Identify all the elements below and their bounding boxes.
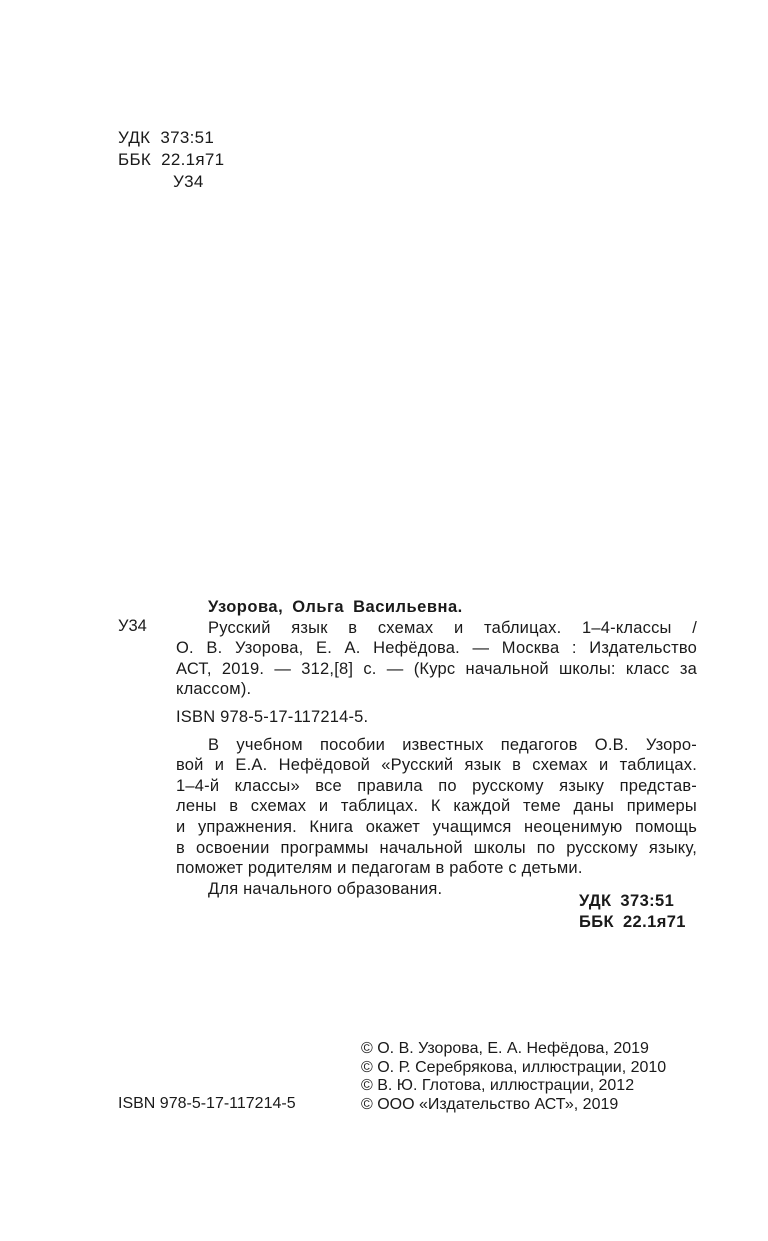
isbn-line: ISBN 978-5-17-117214-5. <box>176 707 369 726</box>
classification-codes <box>579 891 686 933</box>
annotation-line: 1–4-й классы» все правила по русскому языку представ- <box>176 776 697 795</box>
copyright-block <box>361 1040 666 1115</box>
udk-code-bold: УДК 373:51 <box>579 892 675 910</box>
bibliographic-record <box>176 597 697 899</box>
author-mark: У34 <box>173 172 204 191</box>
bbk-code: ББК 22.1я71 <box>118 150 225 169</box>
annotation-line: В учебном пособии известных педагогов О.В. Узоро- <box>208 735 697 754</box>
annotation-line: лены в схемах и таблицах. К каждой теме даны примеры <box>176 797 697 816</box>
description-line: классом). <box>176 680 252 699</box>
description-line: Русский язык в схемах и таблицах. 1–4-классы / <box>208 618 697 637</box>
copyright-line: © В. Ю. Глотова, иллюстрации, 2012 <box>361 1077 635 1095</box>
audience-line: Для начального образования. <box>208 879 443 898</box>
description <box>176 618 697 700</box>
description-line: АСТ, 2019. — 312,[8] с. — (Курс начальной школы: класс за <box>176 659 697 678</box>
bbk-code-bold: ББК 22.1я71 <box>579 913 686 931</box>
copyright-line: © О. Р. Серебрякова, иллюстрации, 2010 <box>361 1058 667 1076</box>
top-classification-block <box>118 127 224 193</box>
copyright-line: © ООО «Издательство АСТ», 2019 <box>361 1096 619 1114</box>
annotation-line: вой и Е.А. Нефёдовой «Русский язык в схемах и таблицах. <box>176 756 697 775</box>
side-author-mark: У34 <box>118 617 147 635</box>
udk-code: УДК 373:51 <box>118 128 215 147</box>
description-line: О. В. Узорова, Е. А. Нефёдова. — Москва : Издательство <box>176 639 697 658</box>
annotation <box>176 735 697 900</box>
author-heading: Узорова, Ольга Васильевна. <box>208 598 463 616</box>
annotation-line: поможет родителям и педагогам в работе с детьми. <box>176 859 583 878</box>
footer-isbn: ISBN 978-5-17-117214-5 <box>118 1095 296 1112</box>
annotation-line: в освоении программы начальной школы по русскому языку, <box>176 838 697 857</box>
copyright-line: © О. В. Узорова, Е. А. Нефёдова, 2019 <box>361 1040 649 1057</box>
annotation-line: и упражнения. Книга окажет учащимся неоценимую помощь <box>176 817 697 836</box>
